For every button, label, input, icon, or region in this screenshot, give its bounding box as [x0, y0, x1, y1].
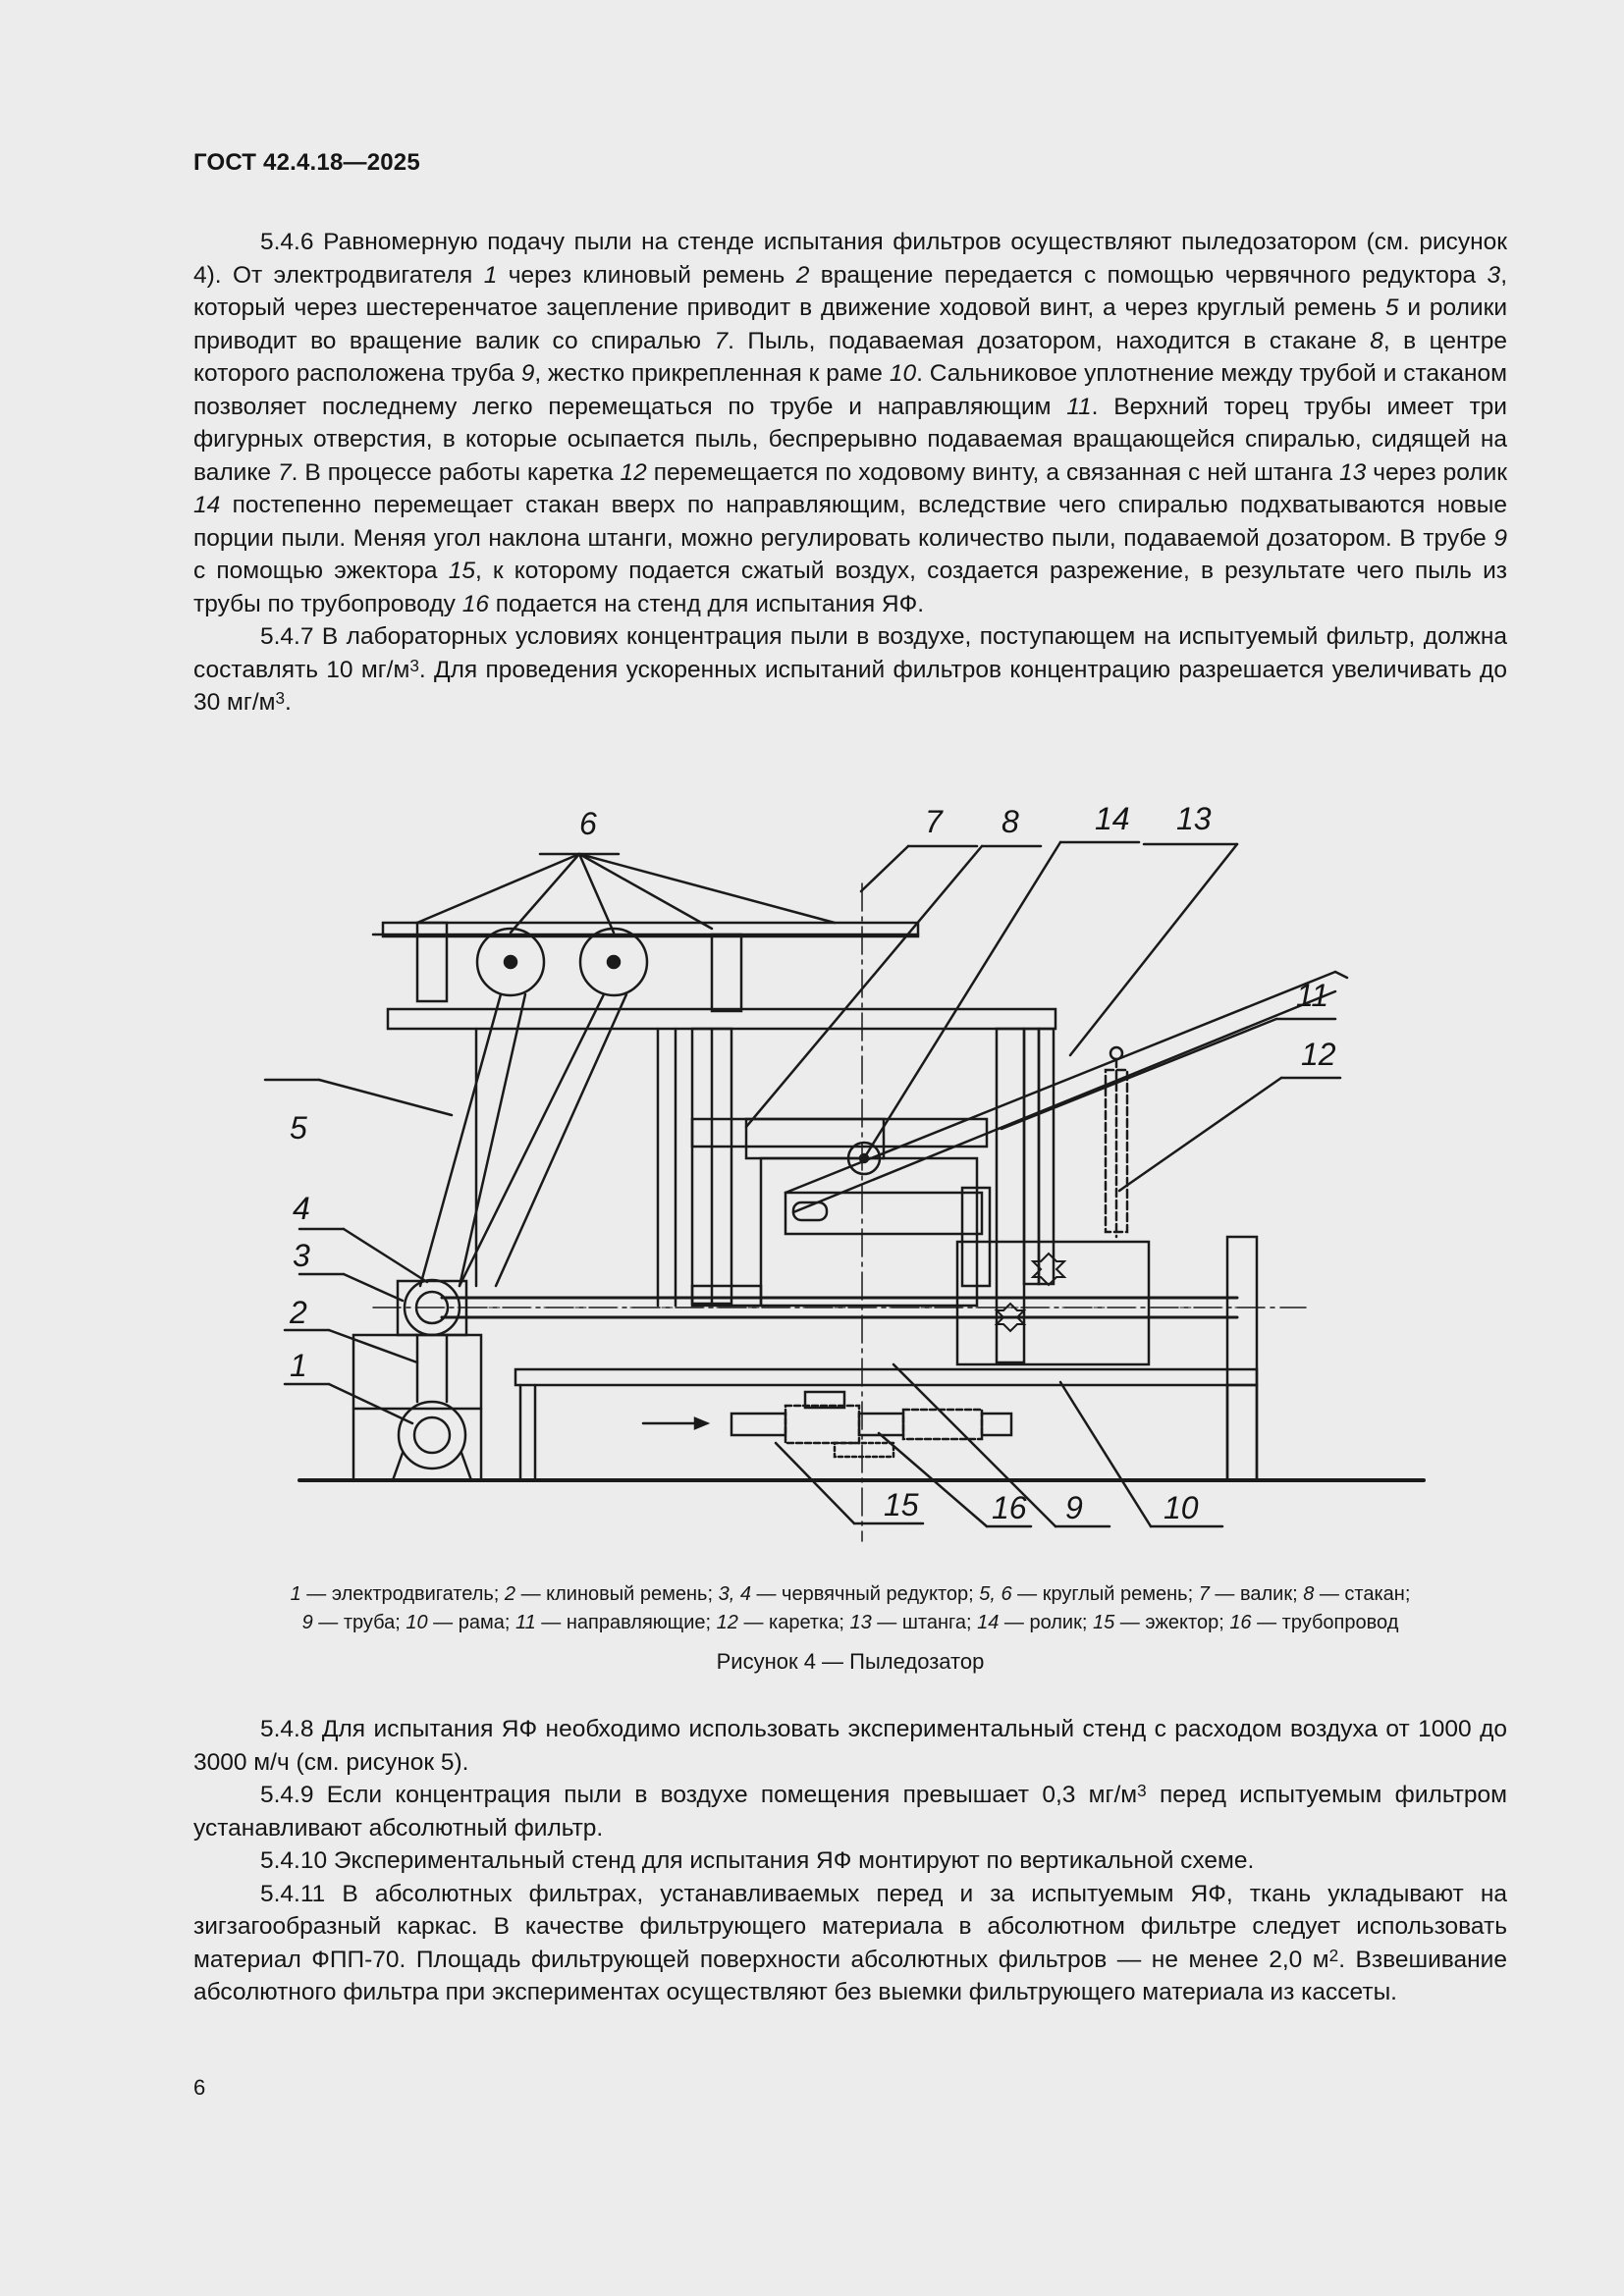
dust-doser-drawing [255, 795, 1434, 1561]
italic-ref: 14 [977, 1612, 1000, 1633]
paragraph-5-4-10: 5.4.10 Экспериментальный стенд для испытания ЯФ монтируют по вертикальной схеме. [260, 1847, 1255, 1874]
callout-6: 6 [579, 806, 597, 841]
superscript: 3 [409, 655, 419, 675]
italic-ref: 7 [714, 327, 729, 354]
italic-ref: 14 [193, 492, 221, 518]
italic-ref: 10 [889, 360, 917, 387]
italic-ref: 9 [301, 1612, 313, 1633]
italic-ref: 11 [514, 1612, 536, 1633]
italic-ref: 1 [483, 261, 498, 289]
superscript: 3 [275, 688, 286, 708]
callout-5: 5 [290, 1110, 307, 1146]
italic-ref: 11 [1066, 393, 1092, 420]
paragraph-5-4-6: 5.4.6 Равномерную подачу пыли на стенде испытания фильтров осуществляют пыледозатором (см. рисунок 4). От электродвигателя 1 через клиновый ремень 2 вращение передается с помощью червячного редуктора 3, который через шестеренчатое зацепление приводит в движение ходовой винт, а через круглый ремень 5 и ролики приводит во вращение валик со спиралью 7. Пыль, подаваемая дозатором, находится в стакане 8, в центре которого расположена труба 9, жестко прикрепленная к раме 10. Сальниковое уплотнение между трубой и стаканом позволяет последнему легко перемещаться по трубе и направляющим 11. Верхний торец трубы имеет три фигурных отверстия, в которые осыпается пыль, беспрерывно подаваемая вращающейся спиралью, сидящей на валике 7. В процессе работы каретка 12 перемещается по ходовому винту, а связанная с ней штанга 13 через ролик 14 постепенно перемещает стакан вверх по направляющим, вследствие чего спиралью подхватываются новые порции пыли. Меняя угол наклона штанги, можно регулировать количество пыли, подаваемой дозатором. В трубе 9 с помощью эжектора 15, к которому подается сжатый воздух, создается разрежение, в результате чего пыль из трубы по трубопроводу 16 подается на стенд для испытания ЯФ. [193, 229, 1508, 617]
italic-ref: 15 [1092, 1612, 1115, 1633]
italic-ref: 2 [504, 1583, 516, 1605]
callout-11: 11 [1296, 978, 1329, 1013]
paragraph-5-4-11: 5.4.11 В абсолютных фильтрах, устанавливаемых перед и за испытуемым ЯФ, ткань укладывают на зигзагообразный каркас. В качестве фильтрующего материала в абсолютном фильтре следует использовать материал ФПП-70. Площадь фильтрующей поверхности абсолютных фильтров — не менее 2,0 $м^2$. Взвешивание абсолютного фильтра при экспериментах осуществляют без выемки фильтрующего материала из кассеты. [193, 1880, 1507, 2005]
italic-ref: 9 [520, 360, 535, 387]
italic-ref: 3, 4 [718, 1583, 751, 1605]
italic-ref: 12 [620, 458, 647, 486]
italic-ref: 5, 6 [979, 1583, 1012, 1605]
callout-4: 4 [293, 1191, 310, 1226]
document-header: ГОСТ 42.4.18—2025 [193, 149, 420, 176]
callout-10: 10 [1164, 1490, 1199, 1525]
italic-ref: 15 [448, 558, 475, 584]
italic-ref: 8 [1370, 327, 1383, 354]
italic-ref: 16 [1229, 1612, 1252, 1633]
italic-ref: 10 [406, 1612, 428, 1633]
italic-ref: 7 [277, 458, 292, 486]
figure-legend [193, 1580, 1507, 1637]
italic-ref: 7 [1198, 1583, 1210, 1605]
italic-ref: 9 [1493, 524, 1507, 552]
superscript: 3 [1137, 1781, 1147, 1800]
italic-ref: 8 [1303, 1583, 1315, 1605]
text-block-top [193, 226, 1507, 720]
callout-2: 2 [290, 1295, 307, 1330]
italic-ref: 2 [795, 261, 810, 289]
figure-caption: Рисунок 4 — Пыледозатор [716, 1649, 985, 1674]
italic-ref: 16 [461, 590, 489, 617]
paragraph-5-4-8: 5.4.8 Для испытания ЯФ необходимо использовать экспериментальный стенд с расходом воздуха от 1000 до 3000 м/ч (см. рисунок 5). [193, 1716, 1507, 1776]
callout-9: 9 [1065, 1490, 1083, 1525]
callout-7: 7 [925, 804, 943, 839]
text-block-bottom [193, 1713, 1507, 2009]
page-number: 6 [193, 2075, 206, 2100]
callout-8: 8 [1001, 804, 1019, 839]
callout-1: 1 [290, 1348, 307, 1383]
legend-line-2: 9 — труба; 10 — рама; 11 — направляющие; 12 — каретка; 13 — штанга; 14 — ролик; 15 — эжектор; 16 — трубопровод [301, 1612, 1399, 1633]
paragraph-5-4-9: 5.4.9 Если концентрация пыли в воздухе помещения превышает 0,3 $мг/м^3$ перед испытуемым фильтром устанавливают абсолютный фильтр. [193, 1781, 1507, 1842]
italic-ref: 1 [290, 1583, 301, 1605]
callout-15: 15 [884, 1487, 919, 1522]
italic-ref: 3 [1487, 261, 1501, 289]
italic-ref: 13 [849, 1612, 872, 1633]
callout-16: 16 [992, 1490, 1027, 1525]
legend-line-1: 1 — электродвигатель; 2 — клиновый ремень; 3, 4 — червячный редуктор; 5, 6 — круглый ремень; 7 — валик; 8 — стакан; [290, 1583, 1411, 1605]
callout-3: 3 [293, 1238, 310, 1273]
callout-14: 14 [1095, 801, 1130, 836]
italic-ref: 12 [716, 1612, 738, 1633]
figure-dust-doser [255, 795, 1434, 1561]
callout-12: 12 [1301, 1037, 1336, 1072]
italic-ref: 5 [1384, 294, 1399, 321]
superscript: 2 [1328, 1945, 1339, 1965]
italic-ref: 13 [1338, 458, 1367, 486]
callout-13: 13 [1176, 801, 1212, 836]
paragraph-5-4-7: 5.4.7 В лабораторных условиях концентрация пыли в воздухе, поступающем на испытуемый фильтр, должна составлять 10 $мг/м^3$. Для проведения ускоренных испытаний фильтров концентрацию разрешается увеличивать до 30 $мг/м^3$. [193, 623, 1507, 716]
